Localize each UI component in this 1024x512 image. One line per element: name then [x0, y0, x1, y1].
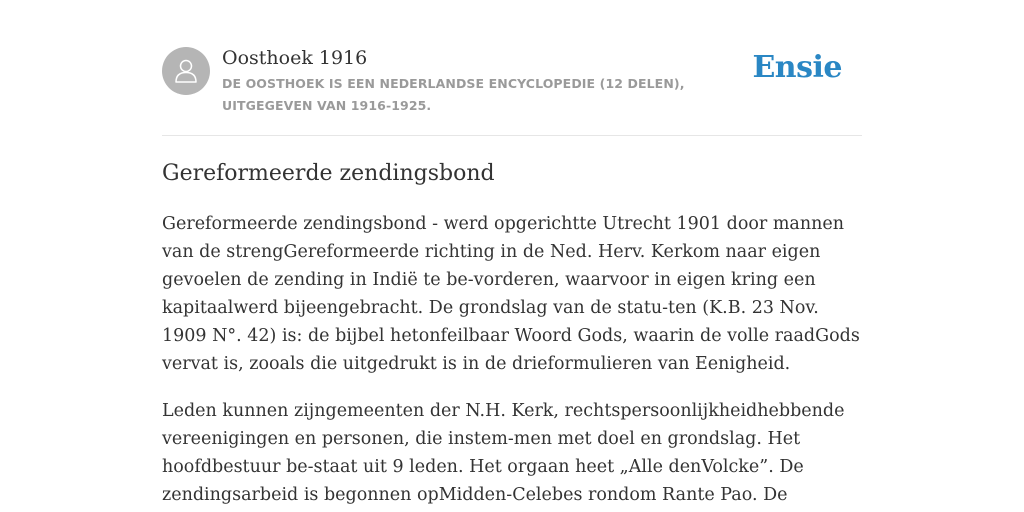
article-title: Gereformeerde zendingsbond	[162, 161, 495, 186]
avatar[interactable]	[162, 47, 210, 95]
user-icon	[171, 56, 201, 86]
header-divider	[162, 135, 862, 136]
source-info	[222, 44, 762, 117]
source-title[interactable]: Oosthoek 1916	[222, 47, 368, 69]
article-paragraph-2: Leden kunnen zijngemeenten der N.H. Kerk, rechtspersoonlijkheidhebbende vereenigingen en personen, die instem-men met doel en grondslag. Het hoofdbestuur be-staat uit 9 leden. Het orgaan heet „Alle denVolcke”. De zendingsarbeid is begonnen opMidden-Celebes rondom Rante Pao. De	[162, 401, 845, 505]
article-paragraph-1: Gereformeerde zendingsbond - werd opgerichtte Utrecht 1901 door mannen van de strengGereformeerde richting in de Ned. Herv. Kerkom naar eigen gevoelen de zending in Indië te be-vorderen, waarvoor in eigen kring een kapitaalwerd bijeengebracht. De grondslag van de statu-ten (K.B. 23 Nov. 1909 N°. 42) is: de bijbel hetonfeilbaar Woord Gods, waarin de volle raadGods vervat is, zooals die uitgedrukt is in de drieformulieren van Eenigheid.	[162, 214, 860, 374]
brand-logo[interactable]: Ensie	[752, 50, 842, 85]
source-header	[162, 44, 862, 136]
article	[162, 158, 862, 512]
source-description: DE OOSTHOEK IS EEN NEDERLANDSE ENCYCLOPEDIE (12 DELEN), UITGEGEVEN VAN 1916-1925.	[222, 76, 685, 113]
